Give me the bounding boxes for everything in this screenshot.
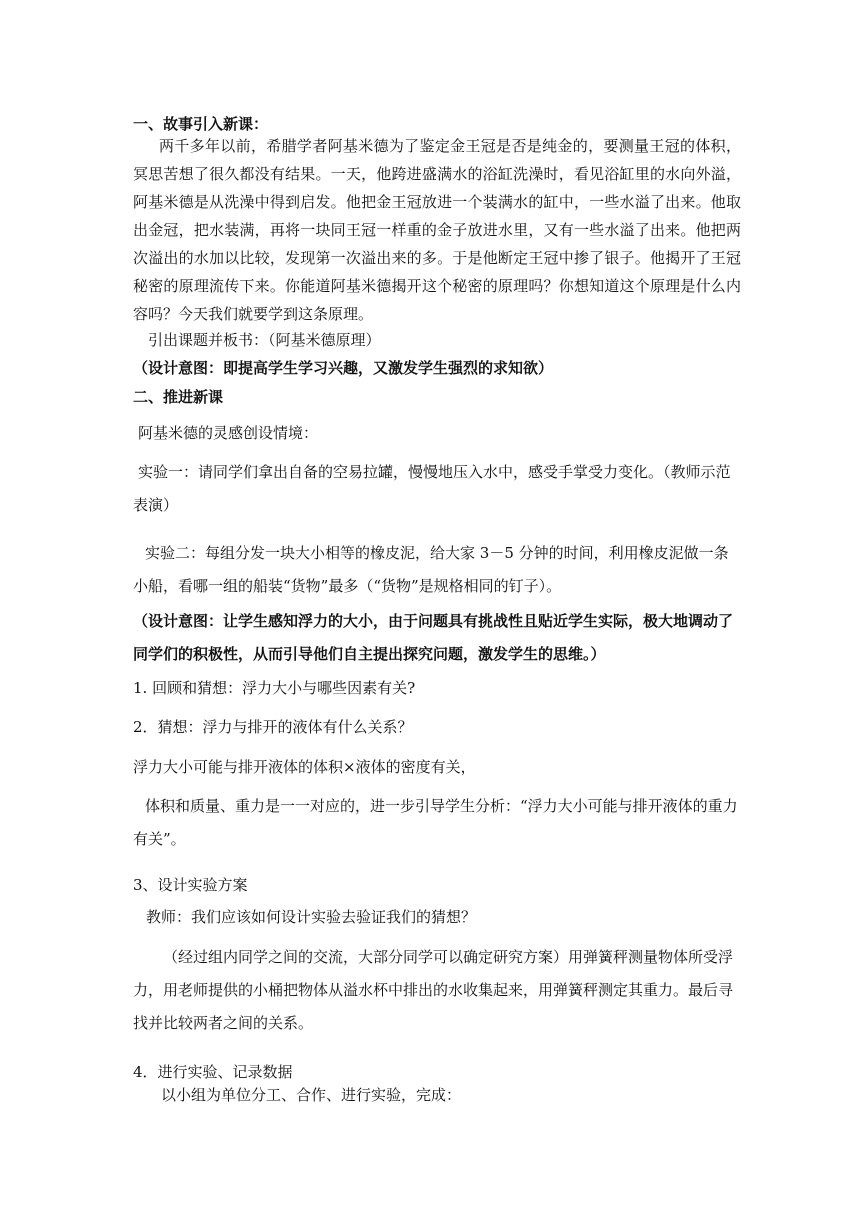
group-work-line: 以小组为单位分工、合作、进行实验，完成：	[161, 1086, 462, 1104]
experiment-two: 实验二：每组分发一块大小相等的橡皮泥，给大家 3－5 分钟的时间，利用橡皮泥做一条小船，看哪一组的船装“货物”最多（“货物”是规格相同的钉子）。	[133, 544, 729, 595]
story-paragraph: 两千多年以前，希腊学者阿基米德为了鉴定金王冠是否是纯金的，要测量王冠的体积，冥思苦想了很久都没有结果。一天，他跨进盛满水的浴缸洗澡时，看见浴缸里的水向外溢，阿基米德是从洗澡中得到启发。他把金王冠放进一个装满水的缸中，一些水溢了出来。他取出金冠，把水装满，再将一块同王冠一样重的金子放进水里，又有一些水溢了出来。他把两次溢出的水加以比较，发现第一次溢出来的多。于是他断定王冠中掺了银子。他揭开了王冠秘密的原理流传下来。你能道阿基米德揭开这个秘密的原理吗？你想知道这个原理是什么内容吗？今天我们就要学到这条原理。	[133, 137, 741, 323]
design-intent-2: （设计意图：让学生感知浮力的大小，由于问题具有挑战性且贴近学生实际，极大地调动了同学们的积极性，从而引导他们自主提出探究问题，激发学生的思维。）	[133, 612, 734, 663]
item-4-experiment: 4．进行实验、记录数据	[133, 1063, 293, 1081]
section-heading-story: 一、故事引入新课：	[133, 115, 269, 133]
item-2-guess: 2．猜想：浮力与排开的液体有什么关系？	[133, 718, 413, 736]
guess-volume-density: 浮力大小可能与排开液体的体积×液体的密度有关，	[133, 758, 476, 776]
plan-paragraph: （经过组内同学之间的交流，大部分同学可以确定研究方案）用弹簧秤测量物体所受浮力，用老师提供的小桶把物体从溢水杯中排出的水收集起来，用弹簧秤测定其重力。最后寻找并比较两者之间的关系。	[133, 948, 734, 1032]
inspiration-line: 阿基米德的灵感创设情境：	[138, 424, 319, 442]
design-intent-1: （设计意图：即提高学生学习兴趣，又激发学生强烈的求知欲）	[133, 359, 554, 377]
section-heading-advance: 二、推进新课	[133, 388, 224, 406]
teacher-question: 教师：我们应该如何设计实验去验证我们的猜想？	[146, 908, 477, 926]
item-1-review-guess: 1. 回顾和猜想：浮力大小与哪些因素有关?	[133, 679, 416, 697]
analysis-paragraph: 体积和质量、重力是一一对应的，进一步引导学生分析：“浮力大小可能与排开液体的重力有关”。	[133, 797, 738, 848]
board-title-line: 引出课题并板书：（阿基米德原理）	[148, 331, 381, 349]
item-3-design-plan: 3、设计实验方案	[133, 876, 248, 894]
experiment-one: 实验一：请同学们拿出自备的空易拉罐，慢慢地压入水中，感受手掌受力变化。（教师示范表演）	[133, 463, 731, 514]
